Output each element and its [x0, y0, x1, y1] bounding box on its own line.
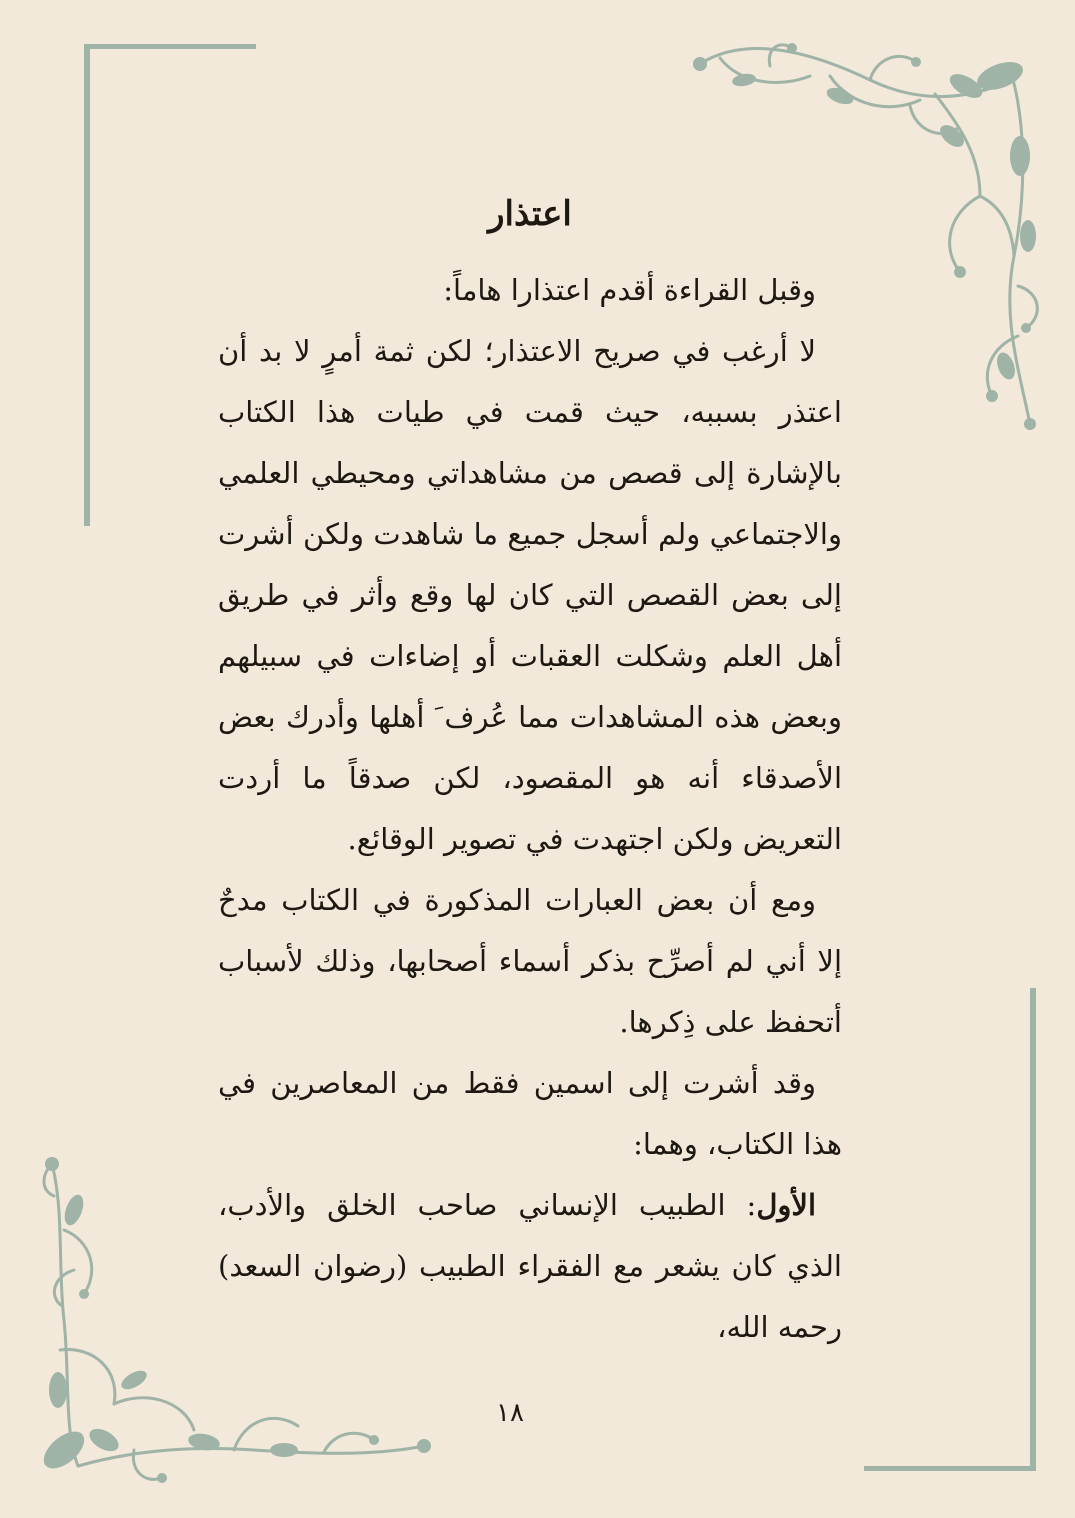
- intro-paragraph: وقبل القراءة أقدم اعتذارا هاماً:: [443, 273, 816, 307]
- frame-bottom-right-vertical: [1030, 988, 1036, 1471]
- first-item-label: الأول: [756, 1188, 816, 1222]
- frame-top-left-horizontal: [84, 44, 256, 49]
- paragraph-first-item: [218, 1175, 842, 1358]
- frame-top-left-vertical: [84, 44, 90, 526]
- paragraph-3: وقد أشرت إلى اسمين فقط من المعاصرين في هذا الكتاب، وهما:: [218, 1066, 842, 1161]
- first-item-text: : الطبيب الإنساني صاحب الخلق والأدب، الذي كان يشعر مع الفقراء الطبيب (رضوان السعد) رحمه الله،: [218, 1188, 842, 1344]
- document-body: [218, 186, 842, 1358]
- paragraph-2: ومع أن بعض العبارات المذكورة في الكتاب مدحٌ إلا أني لم أصرِّح بذكر أسماء أصحابها، وذلك لأسباب أتحفظ على ذِكرها.: [218, 883, 842, 1039]
- page-number: ١٨: [496, 1398, 524, 1428]
- paragraph-1: لا أرغب في صريح الاعتذار؛ لكن ثمة أمرٍ لا بد أن اعتذر بسببه، حيث قمت في طيات هذا الكتاب بالإشارة إلى قصص من مشاهداتي ومحيطي العلمي والاجتماعي ولم أسجل جميع ما شاهدت ولكن أشرت إلى بعض القصص التي كان لها وقع وأثر في طريق أهل العلم وشكلت العقبات أو إضاءات في سبيلهم وبعض هذه المشاهدات مما عُرف َ أهلها وأدرك بعض الأصدقاء أنه هو المقصود، لكن صدقاً ما أردت التعريض ولكن اجتهدت في تصوير الوقائع.: [218, 334, 842, 856]
- page-title: اعتذار: [488, 194, 572, 234]
- frame-bottom-right-horizontal: [864, 1466, 1036, 1471]
